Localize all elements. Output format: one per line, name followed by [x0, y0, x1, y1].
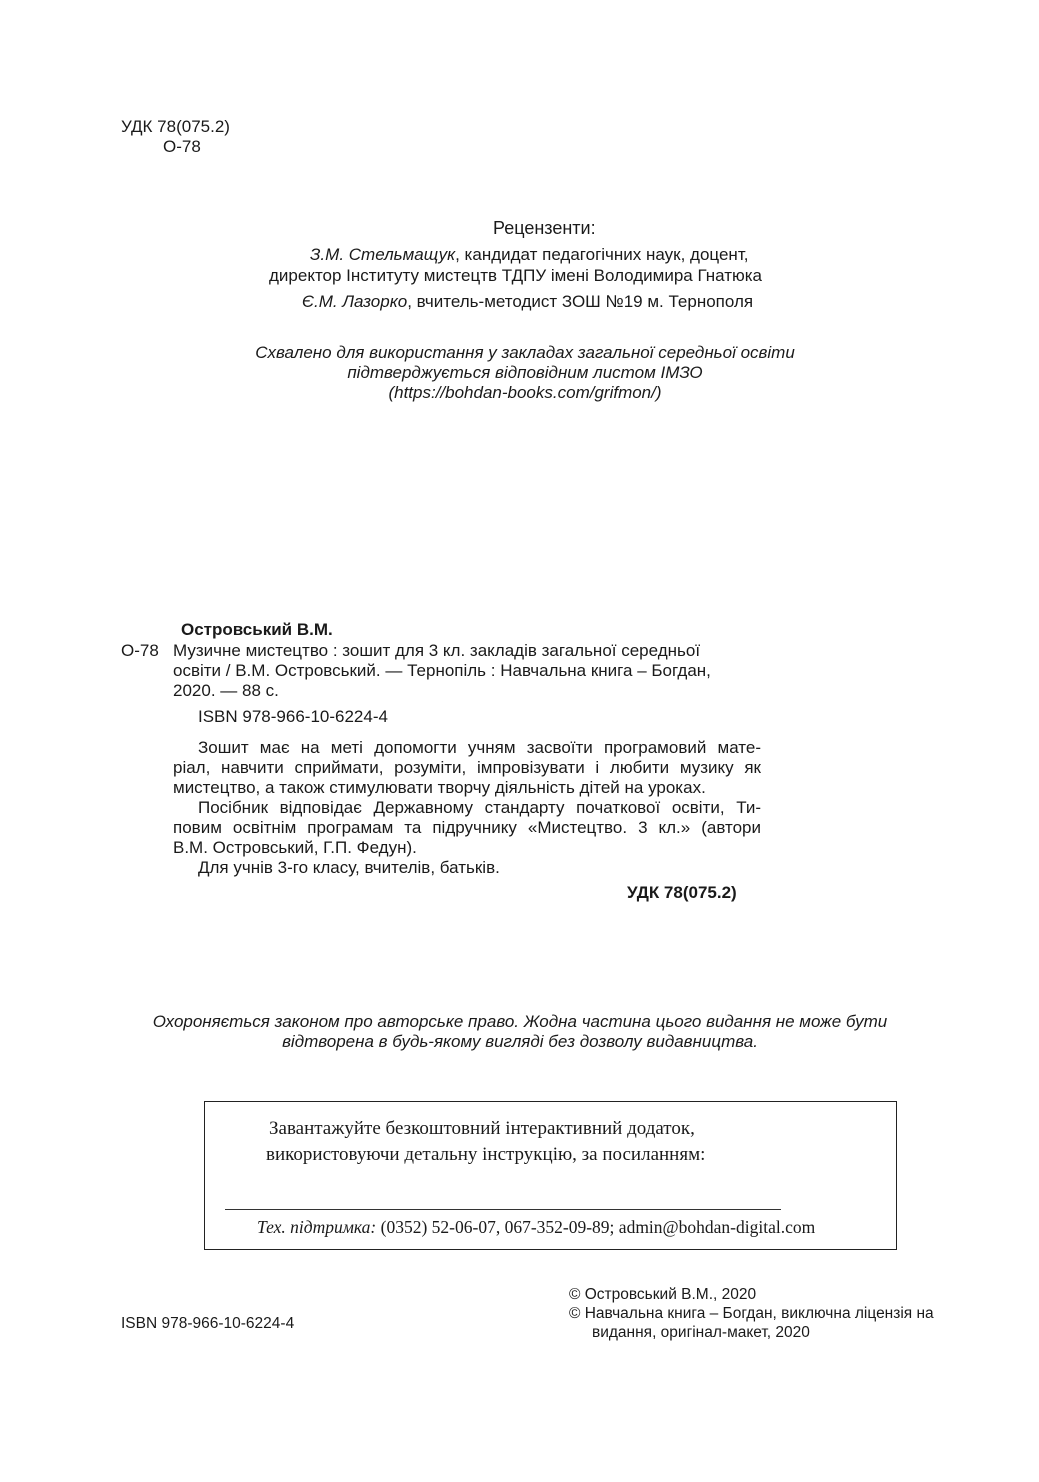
annotation-line: ріал, навчити сприймати, розуміти, імпровізувати і любити музику як — [173, 758, 761, 777]
reviewers-title: Рецензенти: — [493, 218, 596, 238]
copyright-author: © Островський В.М., 2020 — [569, 1286, 757, 1303]
catalog-code: О-78 — [121, 641, 159, 660]
annotation-line: В.М. Островський, Г.П. Федун). — [173, 838, 417, 857]
udk-code: УДК 78(075.2) — [121, 117, 230, 136]
annotation — [173, 738, 761, 878]
download-text: Завантажуйте безкоштовний інтерактивний додаток, — [269, 1118, 695, 1139]
reviewer-2 — [302, 292, 753, 312]
approval-note — [200, 343, 850, 403]
annotation-line: мистецтво, а також стимулювати творчу діяльність дітей на уроках. — [173, 778, 706, 797]
approval-url: (https://bohdan-books.com/grifmon/) — [388, 383, 662, 402]
copyright-notice — [100, 1012, 940, 1052]
approval-line: Схвалено для використання у закладах загальної середньої освіти — [255, 343, 795, 362]
link-placeholder-line — [225, 1209, 781, 1210]
annotation-line: повим освітнім програмам та підручнику «Мистецтво. 3 кл.» (автори — [173, 818, 761, 837]
copyright-notice-line: відтворена в будь-якому вигляді без дозволу видавництва. — [282, 1032, 758, 1051]
approval-line: підтверджується відповідним листом ІМЗО — [347, 363, 703, 382]
download-box — [204, 1101, 897, 1250]
copyright-publisher-line: © Навчальна книга – Богдан, виключна ліцензія на — [569, 1305, 934, 1322]
tech-support — [257, 1217, 815, 1238]
bib-line: 2020. — 88 с. — [173, 681, 279, 700]
copyright-publisher — [569, 1304, 934, 1342]
catalog-author: Островський В.М. — [181, 620, 333, 639]
catalog-isbn: ISBN 978-966-10-6224-4 — [198, 707, 388, 726]
copyright-publisher-line: видання, оригінал-макет, 2020 — [592, 1324, 810, 1341]
bib-line: Музичне мистецтво : зошит для 3 кл. закладів загальної середньої — [173, 641, 701, 660]
reviewer-1-position: директор Інституту мистецтв ТДПУ імені Володимира Гнатюка — [269, 266, 763, 285]
catalog-udk: УДК 78(075.2) — [627, 883, 737, 902]
udk-header — [121, 117, 230, 157]
annotation-line: Зошит має на меті допомогти учням засвоїти програмовий мате- — [198, 738, 761, 757]
tech-support-label: Тех. підтримка: — [257, 1217, 377, 1237]
reviewer-2-name: Є.М. Лазорко — [302, 292, 408, 311]
bibliographic-description — [173, 641, 711, 701]
reviewer-1-role: , кандидат педагогічних наук, доцент, — [455, 245, 749, 264]
download-text: використовуючи детальну інструкцію, за посиланням: — [266, 1144, 706, 1165]
annotation-line: Для учнів 3-го класу, вчителів, батьків. — [198, 858, 500, 877]
reviewer-1-name: З.М. Стельмащук — [310, 245, 456, 264]
reviewer-2-role: , вчитель-методист ЗОШ №19 м. Тернополя — [407, 292, 754, 311]
copyright-notice-line: Охороняється законом про авторське право. Жодна частина цього видання не може бути — [152, 1012, 888, 1031]
reviewer-1 — [310, 245, 748, 265]
tech-support-contacts: (0352) 52-06-07, 067-352-09-89; admin@bohdan-digital.com — [376, 1217, 816, 1237]
footer-isbn: ISBN 978-966-10-6224-4 — [121, 1315, 295, 1332]
bib-line: освіти / В.М. Островський. — Тернопіль : Навчальна книга – Богдан, — [173, 661, 711, 680]
annotation-line: Посібник відповідає Державному стандарту початкової освіти, Ти- — [198, 798, 761, 817]
author-code: О-78 — [163, 137, 201, 156]
